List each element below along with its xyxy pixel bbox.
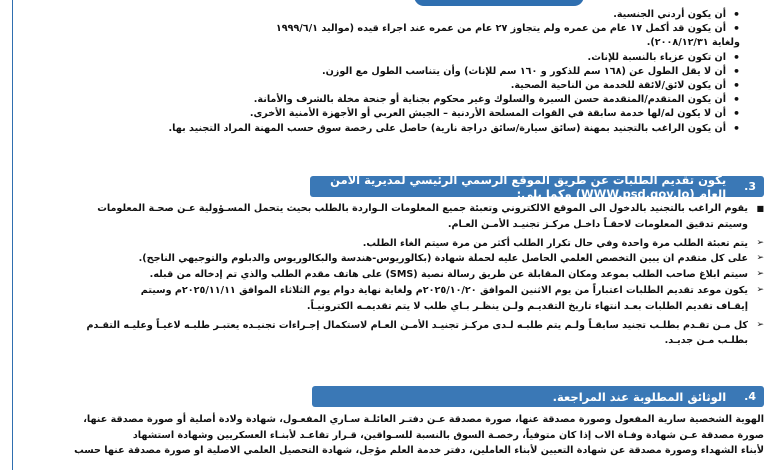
- section-4-title: الوثائق المطلوبة عند المراجعة.: [552, 389, 727, 404]
- list-item: ➢ كل مـن تقـدم بطلـب تجنيد سابقـاً ولـم يتم طلبـه لـدى مركـز تجنيـد الأمـن العـام لاستكمال إجـراءات تجنيـده يعتبـر طلبـه لاغيـاً وعليـه التقـدم: [24, 318, 764, 334]
- list-item-continuation: بطلـب مـن جديـد.: [664, 335, 748, 347]
- list-item: • أن لا يقل الطول عن (١٦٨ سم للذكور و ١٦٠ سم للإناث) وأن يتناسب الطول مع الوزن.: [20, 65, 740, 79]
- list-item: • ان تكون عزباء بالنسبة للإناث.: [20, 51, 740, 65]
- section-4-number: 4.: [744, 390, 756, 403]
- section-3-title: يكون تقديم الطلبات عن طريق الموقع الرسمي الرئيسي لمديرية الأمن العام (WWW.psd.gov.Jo) وكما يلي:: [330, 172, 727, 201]
- list-item: • أن يكون لائق/لائقة للخدمة من الناحية الصحية.: [20, 79, 740, 93]
- section-header-tab-partial: [414, 0, 584, 6]
- section-3-list: [24, 201, 764, 349]
- requirements-list: [20, 8, 740, 136]
- list-item: ■ يقوم الراغب بالتجنيد بالدخول الى الموقع الالكتروني وتعبئة جميع المعلومات الـواردة بالطلب بحيث يتحمل المسـؤولية عـن صحـة المعلومات: [24, 201, 764, 217]
- paragraph-line: الهوية الشخصية سارية المفعول وصورة مصدقة عنها، صورة مصدقة عـن دفتـر العائلـة سـاري المفعـول، شهادة ولادة أصلية أو صورة مصدقة عنها،: [83, 414, 764, 425]
- section-3-header: [310, 172, 764, 201]
- section-4-text: [24, 412, 764, 459]
- list-item: ➢ يكون موعد تقديم الطلبات اعتباراً من يوم الاثنين الموافق ٢٠٢٥/١٠/٢٠م ولغاية نهاية دوام يوم الثلاثاء الموافق ٢٠٢٥/١١/١١م وسيتم: [24, 283, 764, 299]
- section-4-header: [312, 386, 764, 407]
- list-item: ➢ على كل متقدم ان يبين التخصص العلمي الحاصل عليه لحملة شهادة (بكالوريوس-هندسة والبكالوريوس والدبلوم والتوجيهي الناجح).: [24, 251, 764, 267]
- list-item: • أن يكون الراغب بالتجنيد بمهنة (سائق سيارة/سائق دراجة نارية) حاصل على رخصة سوق حسب المهنة المراد التجنيد بها.: [20, 122, 740, 136]
- list-item: ➢ سيتم ابلاغ صاحب الطلب بموعد ومكان المقابلة عن طريق رسالة نصية (SMS) على هاتف مقدم الطلب والذي تم إدخاله من قبله.: [24, 267, 764, 283]
- page-border-line: [12, 0, 13, 470]
- paragraph-line: لأبناء الشهداء وصورة مصدقة عن شهادة التعيين لأبناء العاملين، دفتر خدمة العلم مؤجل، شهادة التحصيل العلمي الاصلية او صورة مصدقة عنها حسب: [74, 445, 764, 456]
- list-item: • أن يكون المتقدم/المتقدمة حسن السيرة والسلوك وغير محكوم بجناية أو جنحة مخلة بالشرف والأمانة.: [20, 93, 740, 107]
- list-item: ➢ يتم تعبئة الطلب مرة واحدة وفي حال تكرار الطلب أكثر من مرة سيتم الغاء الطلب.: [24, 236, 764, 252]
- paragraph-line: صورة مصدقة عـن شهادة وفـاة الاب إذا كان متوفياً، رخصـة السوق بالنسبة للسـواقين، قـرار تقاعـد لأبنـاء العسكريين وشهادة استشهاد: [132, 429, 764, 441]
- list-item: • أن لا يكون له/لها خدمة سابقة في القوات المسلحة الأردنية – الجيش العربي أو الأجهزة الأمنية الأخرى.: [20, 107, 740, 121]
- section-3-number: 3.: [744, 180, 756, 193]
- list-item-continuation: إيقـاف تقديم الطلبات بعـد انتهاء تاريخ التقديـم ولـن ينظـر بـاي طلب لا يتم تقديمـه الكترونيـاً.: [306, 300, 748, 312]
- list-item: • أن يكون أردني الجنسية.: [20, 8, 740, 22]
- list-item: • أن يكون قد أكمل ١٧ عام من عمره ولم يتجاوز ٢٧ عام من عمره عند اجراء قيده (مواليد ١٩٩٩/٦/١: [20, 22, 740, 36]
- list-item-continuation: ولغاية ٢٠٠٨/١٢/٣١).: [646, 37, 740, 49]
- list-item-continuation: وسيتم تدقيق المعلومات لاحقـاً داخـل مركـز تجنيـد الأمـن العـام.: [447, 218, 748, 230]
